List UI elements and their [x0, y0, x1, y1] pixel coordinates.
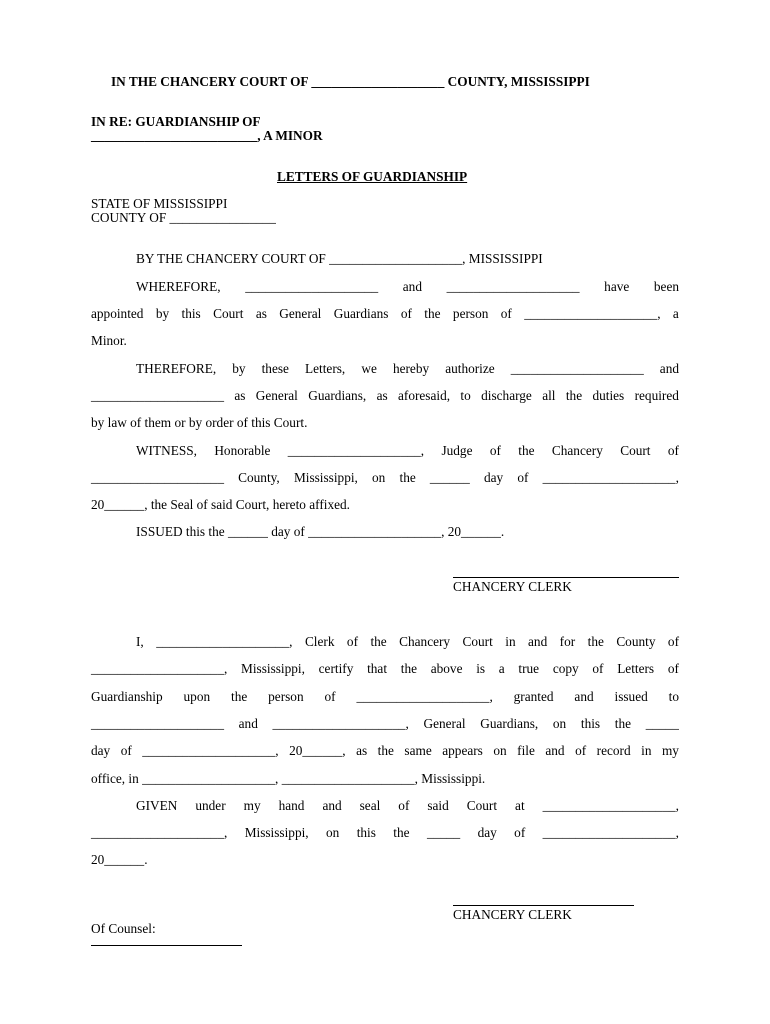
word: ____________________, — [142, 743, 279, 758]
clerk-signature-line-2 — [453, 905, 634, 906]
word: Judge — [441, 443, 473, 458]
word: ____________________, — [91, 825, 228, 840]
therefore-line — [136, 361, 679, 377]
word: Chancery — [551, 443, 603, 458]
word: Letters, — [305, 361, 346, 376]
clerk-signature-line-1 — [453, 577, 679, 578]
word: this — [580, 716, 601, 731]
word: Mississippi, — [244, 825, 309, 840]
word: above — [430, 661, 463, 676]
word: certify — [318, 661, 354, 676]
word: seal — [359, 798, 381, 813]
word: on — [326, 825, 340, 840]
word: 20______, — [289, 743, 346, 758]
word: WITNESS, — [136, 443, 197, 458]
certificate-line-4 — [91, 716, 679, 732]
word: Court — [213, 306, 244, 321]
word: of — [500, 306, 512, 321]
word: required — [634, 388, 679, 403]
word: ____________________, — [542, 798, 679, 813]
word: ____________________, — [542, 825, 679, 840]
word: ____________________, — [524, 306, 661, 321]
word: and — [238, 716, 258, 731]
word: of — [398, 798, 410, 813]
word: Honorable — [214, 443, 271, 458]
issued-line: ISSUED this the ______ day of ____________________, 20______. — [136, 524, 505, 539]
word: on — [493, 743, 507, 758]
word: said — [427, 798, 449, 813]
document-title: LETTERS OF GUARDIANSHIP — [277, 169, 468, 184]
word: ____________________ — [91, 716, 224, 731]
word: of — [514, 825, 526, 840]
word: on — [372, 470, 386, 485]
word: hereby — [392, 361, 430, 376]
witness-line — [136, 443, 679, 459]
word: ____________________, — [91, 661, 228, 676]
word: the — [424, 306, 441, 321]
certificate-line-5 — [91, 743, 679, 759]
word: GIVEN — [136, 798, 178, 813]
word: of — [667, 634, 679, 649]
word: and — [528, 634, 548, 649]
word: file — [517, 743, 535, 758]
word: on — [552, 716, 567, 731]
word: THEREFORE, — [136, 361, 217, 376]
word: General — [255, 388, 298, 403]
word: as — [234, 388, 246, 403]
word: General — [423, 716, 466, 731]
by-court-line: BY THE CHANCERY COURT OF ____________________, MISSISSIPPI — [136, 251, 543, 266]
word: ____________________ — [446, 279, 580, 294]
word: the — [231, 689, 248, 704]
word: the — [377, 743, 394, 758]
word: same — [404, 743, 432, 758]
word: a — [672, 306, 679, 321]
word: this — [181, 306, 201, 321]
word: the — [587, 634, 604, 649]
word: day — [483, 470, 504, 485]
word: ____________________, — [356, 689, 493, 704]
given-line — [136, 798, 679, 814]
word: duties — [592, 388, 625, 403]
word: Guardianship — [91, 689, 163, 704]
word: Guardians — [333, 306, 389, 321]
word: is — [476, 661, 486, 676]
seal-line: 20______, the Seal of said Court, hereto affixed. — [91, 497, 350, 512]
word: the — [393, 825, 410, 840]
county-line: COUNTY OF ________________ — [91, 210, 276, 225]
word: the — [614, 716, 632, 731]
word: of — [667, 443, 679, 458]
word: Mississippi, — [293, 470, 358, 485]
counsel-signature-line — [91, 945, 242, 946]
certificate-line-1 — [136, 634, 679, 650]
word: ____________________ — [510, 361, 644, 376]
word: a — [498, 661, 505, 676]
word: of — [517, 470, 529, 485]
appointed-line — [91, 306, 679, 322]
word: Guardians, — [308, 388, 367, 403]
word: these — [261, 361, 289, 376]
word: as — [376, 388, 388, 403]
word: of — [324, 689, 336, 704]
word: been — [653, 279, 679, 294]
word: to — [460, 388, 471, 403]
word: of — [489, 443, 501, 458]
word: ____________________ — [245, 279, 379, 294]
word: ____________________, — [272, 716, 409, 731]
word: by — [232, 361, 246, 376]
word: Court — [462, 634, 493, 649]
certificate-line-9: 20______. — [91, 852, 148, 867]
word: as — [356, 743, 368, 758]
word: for — [559, 634, 576, 649]
word: ____________________ — [91, 388, 224, 403]
word: in — [641, 743, 652, 758]
chancery-clerk-label-2: CHANCERY CLERK — [453, 907, 572, 922]
word: of — [667, 661, 679, 676]
word: of — [400, 306, 412, 321]
word: under — [195, 798, 226, 813]
word: upon — [183, 689, 211, 704]
word: person — [268, 689, 304, 704]
in-re-line-1: IN RE: GUARDIANSHIP OF — [91, 114, 261, 129]
court-heading: IN THE CHANCERY COURT OF ____________________ COUNTY, MISSISSIPPI — [111, 74, 590, 89]
as-general-line — [91, 388, 679, 404]
wherefore-line — [136, 279, 679, 295]
word: and — [545, 743, 565, 758]
word: my — [243, 798, 261, 813]
word: WHEREFORE, — [136, 279, 221, 294]
word: discharge — [481, 388, 532, 403]
word: in — [505, 634, 516, 649]
word: true — [518, 661, 540, 676]
word: ____________________, — [542, 470, 679, 485]
word: ______ — [429, 470, 470, 485]
word: Mississippi, — [241, 661, 305, 676]
word: my — [661, 743, 679, 758]
word: _____ — [426, 825, 461, 840]
by-law-line: by law of them or by order of this Court. — [91, 415, 308, 430]
word: this — [356, 825, 376, 840]
word: the — [565, 388, 583, 403]
word: granted — [513, 689, 554, 704]
word: authorize — [445, 361, 495, 376]
word: copy — [552, 661, 579, 676]
word: day — [91, 743, 111, 758]
word: County — [616, 634, 656, 649]
county-ms-line — [91, 470, 679, 486]
word: Letters — [617, 661, 655, 676]
word: and — [659, 361, 679, 376]
word: Guardians, — [480, 716, 539, 731]
word: of — [575, 743, 587, 758]
certificate-line-2 — [91, 661, 679, 677]
word: day — [477, 825, 497, 840]
word: of — [120, 743, 132, 758]
word: appears — [442, 743, 483, 758]
word: as — [255, 306, 267, 321]
word: of — [592, 661, 604, 676]
word: the — [518, 443, 535, 458]
word: that — [367, 661, 388, 676]
word: by — [155, 306, 170, 321]
word: _____ — [645, 716, 679, 731]
in-re-line-2: _________________________, A MINOR — [91, 128, 323, 143]
of-counsel-label: Of Counsel: — [91, 921, 156, 936]
word: Court — [620, 443, 651, 458]
word: at — [515, 798, 525, 813]
word: Chancery — [399, 634, 451, 649]
word: of — [346, 634, 358, 649]
word: the — [399, 470, 416, 485]
word: all — [542, 388, 556, 403]
word: the — [370, 634, 387, 649]
word: General — [279, 306, 322, 321]
word: and — [322, 798, 342, 813]
word: person — [452, 306, 489, 321]
word: issued — [614, 689, 648, 704]
word: ____________________, — [156, 634, 293, 649]
word: appointed — [91, 306, 144, 321]
state-line: STATE OF MISSISSIPPI — [91, 196, 228, 211]
word: and — [574, 689, 594, 704]
word: the — [400, 661, 417, 676]
word: ____________________, — [287, 443, 425, 458]
word: ____________________ — [91, 470, 224, 485]
chancery-clerk-label-1: CHANCERY CLERK — [453, 579, 572, 594]
word: record — [596, 743, 631, 758]
word: hand — [278, 798, 305, 813]
word: to — [668, 689, 679, 704]
certificate-line-3 — [91, 689, 679, 705]
word: have — [604, 279, 630, 294]
word: I, — [136, 634, 144, 649]
word: and — [402, 279, 422, 294]
word: we — [361, 361, 377, 376]
certificate-line-8 — [91, 825, 679, 841]
minor-line: Minor. — [91, 333, 127, 348]
word: aforesaid, — [398, 388, 451, 403]
word: Court — [466, 798, 498, 813]
certificate-line-6: office, in ____________________, ____________________, Mississippi. — [91, 771, 486, 786]
word: County, — [238, 470, 280, 485]
word: Clerk — [304, 634, 335, 649]
